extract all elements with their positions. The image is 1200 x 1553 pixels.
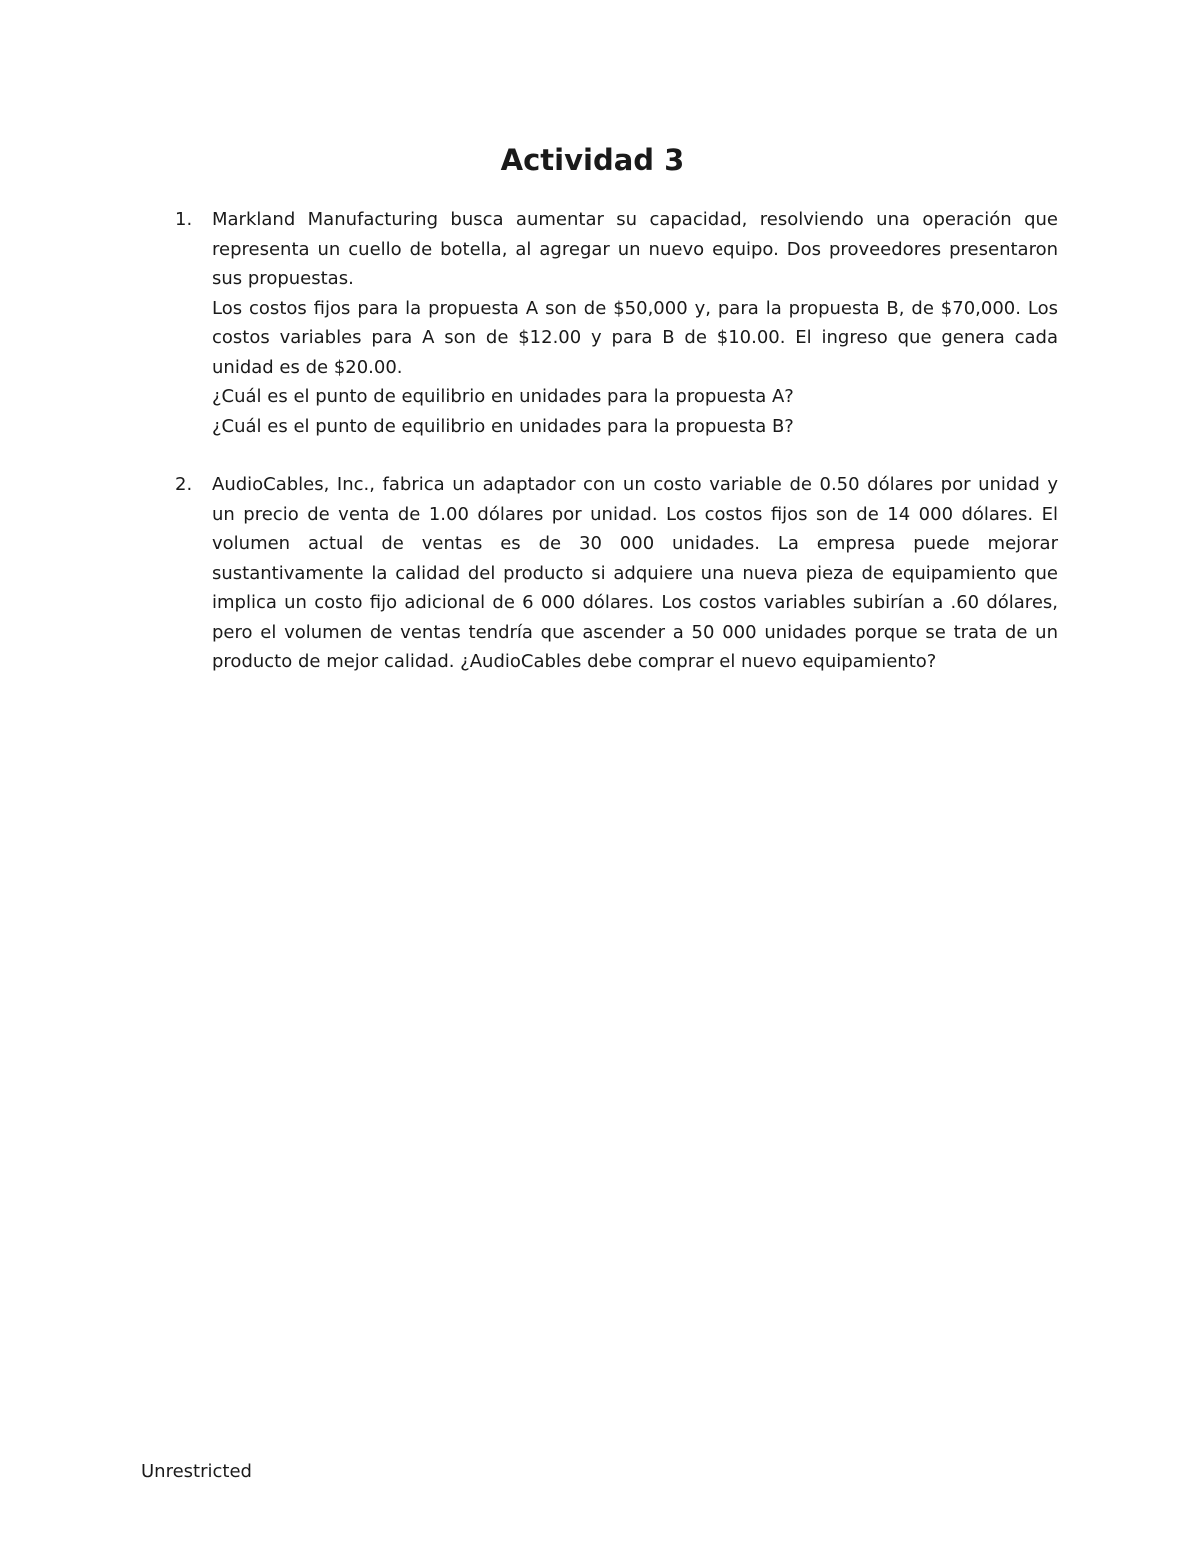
question-1: [175, 205, 1058, 441]
question-1-data: Los costos fijos para la propuesta A son de $50,000 y, para la propuesta B, de $70,000. Los costos variables para A son de $12.00 y para B de $10.00. El ingreso que genera cada unidad es de $20.00.: [212, 297, 1058, 378]
question-list: [175, 205, 1058, 706]
page-title: Actividad 3: [500, 143, 685, 177]
question-1-prompt-a: ¿Cuál es el punto de equilibrio en unidades para la propuesta A?: [212, 386, 794, 407]
question-2-text: AudioCables, Inc., fabrica un adaptador con un costo variable de 0.50 dólares por unidad y un precio de venta de 1.00 dólares por unidad. Los costos fijos son de 14 000 dólares. El volumen actual de ventas es de 30 000 unidades. La empresa puede mejorar sustantivamente la calidad del producto si adquiere una nueva pieza de equipamiento que implica un costo fijo adicional de 6 000 dólares. Los costos variables subirían a .60 dólares, pero el volumen de ventas tendría que ascender a 50 000 unidades porque se trata de un producto de mejor calidad. ¿AudioCables debe comprar el nuevo equipamiento?: [212, 474, 1058, 672]
question-1-prompt-b: ¿Cuál es el punto de equilibrio en unidades para la propuesta B?: [212, 415, 794, 437]
question-number: 1.: [175, 209, 193, 230]
classification-footer: Unrestricted: [141, 1461, 252, 1482]
question-number: 2.: [175, 474, 193, 495]
question-1-intro: Markland Manufacturing busca aumentar su capacidad, resolviendo una operación que representa un cuello de botella, al agregar un nuevo equipo. Dos proveedores presentaron sus propuestas.: [212, 209, 1058, 289]
question-2: [175, 470, 1058, 677]
